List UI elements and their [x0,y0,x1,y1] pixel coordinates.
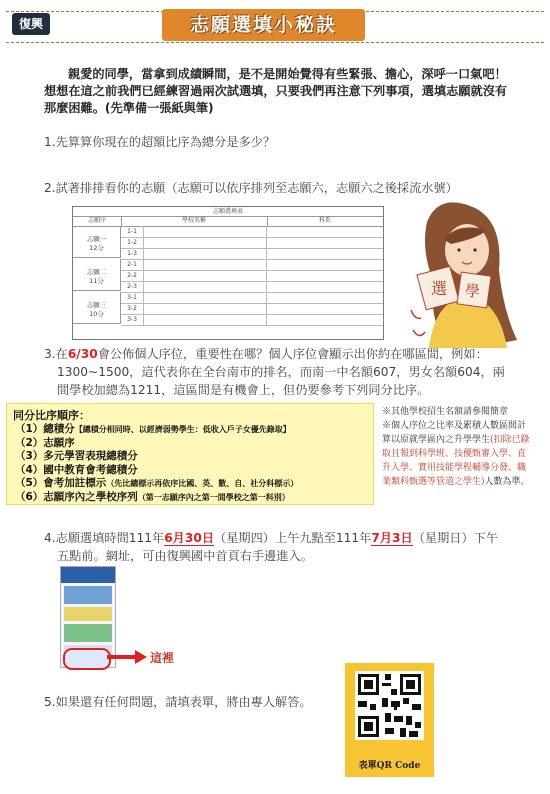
choice-table [72,206,384,340]
table-col-order: 志願序 [73,216,122,227]
girl-illustration [407,200,525,348]
tiebreak-item: （4）國中教育會考總積分 [15,463,138,476]
group-score: 11分 [89,277,104,285]
question-1: 1.先算算你現在的超額比序為總分是多少？ [44,135,276,149]
row-code: 2-1 [121,259,144,270]
group-score: 10分 [89,310,104,318]
table-title: 志願選填表 [73,207,383,217]
question-3: 3.在6/30會公佈個人序位，重要性在哪？個人序位會顯示出你約在哪區間，例如： 1300~1500，這代表你在全台南市的排名，而南一中名額607，男女名額604，兩 間學校加總為1211，這區間是有機會上，但仍要參考下列同分比序。 [44,347,505,397]
table-row[interactable] [121,314,383,326]
intro-paragraph: 親愛的同學，當拿到成績瞬間，是不是開始覺得有些緊張、擔心，深呼一口氣吧！ 想想在這之前我們已經練習過兩次試選填，只要我們再注意下列事項，選填志願就沒有 那麼困難。(先準備一張紙與筆) [44,67,508,115]
side-note: ※其他學校招生名額請參閱簡章 ※個人序位之比率及累積人數區間計算以原就學區內之升學學生(扣除已錄取且報到科學班、技優甄審入學、直升入學、實用技能學程輔導分發、職業類科甄選等管道之學生)人數為準。 [382,407,530,487]
arrow-right-icon [107,650,147,664]
group-name: 志願一 [86,235,107,243]
entry-link-highlight[interactable] [63,648,111,670]
row-code: 3-3 [121,314,144,325]
qr-label: 表單QR Code [358,761,421,771]
question-5: 5.如果還有任何問題，請填表單，將由專人解答。 [44,695,312,709]
question-4: 4.志願選填時間111年6月30日（星期四）上午九點至111年7月3日（星期日）下午 五點前。網址，可由復興國中首頁右手邊進入。 [44,531,499,563]
qr-code-icon [355,671,424,740]
row-code: 1-2 [121,237,144,248]
group-name: 志願三 [86,301,107,309]
tiebreak-item: （5）會考加註標示（先比總標示再依序比國、英、數、自、社分科標示） [15,477,299,490]
svg-text:學: 學 [465,282,481,300]
start-date: 6月30日 [164,531,215,545]
row-code: 1-1 [121,226,144,237]
table-group [73,226,121,258]
q3-date: 6/30 [67,347,98,361]
tiebreak-item: （2）志願序 [15,436,75,449]
table-group [73,259,121,291]
table-group [73,292,121,324]
here-label: 這裡 [150,651,175,665]
row-code: 1-3 [121,248,144,259]
end-date: 7月3日 [371,531,413,545]
table-col-school: 學校名稱 [121,216,268,227]
group-score: 12分 [89,244,104,252]
table-col-dept: 科系 [267,216,383,227]
school-badge: 復興 [12,13,50,35]
tiebreak-heading: 同分比序順序： [13,409,90,422]
tiebreak-item: （3）多元學習表現總積分 [15,450,138,463]
group-name: 志願二 [86,268,107,276]
row-code: 3-2 [121,303,144,314]
svg-text:選: 選 [431,279,448,298]
question-2: 2.試著排排看你的志願（志願可以依序排列至志願六，志願六之後採流水號） [44,181,458,195]
tiebreak-item: （1）總積分【總積分相同時、以經濟弱勢學生：低收入戶子女優先錄取】 [15,423,291,435]
row-code: 3-1 [121,292,144,303]
qr-code-card[interactable] [345,663,434,777]
row-code: 2-3 [121,281,144,292]
tiebreak-item: （6）志願序內之學校序列（第一志願序內之第一間學校之第一科別） [15,490,290,503]
row-code: 2-2 [121,270,144,281]
tiebreak-order-box [6,403,374,505]
page-title: 志願選填小秘訣 [162,9,365,41]
